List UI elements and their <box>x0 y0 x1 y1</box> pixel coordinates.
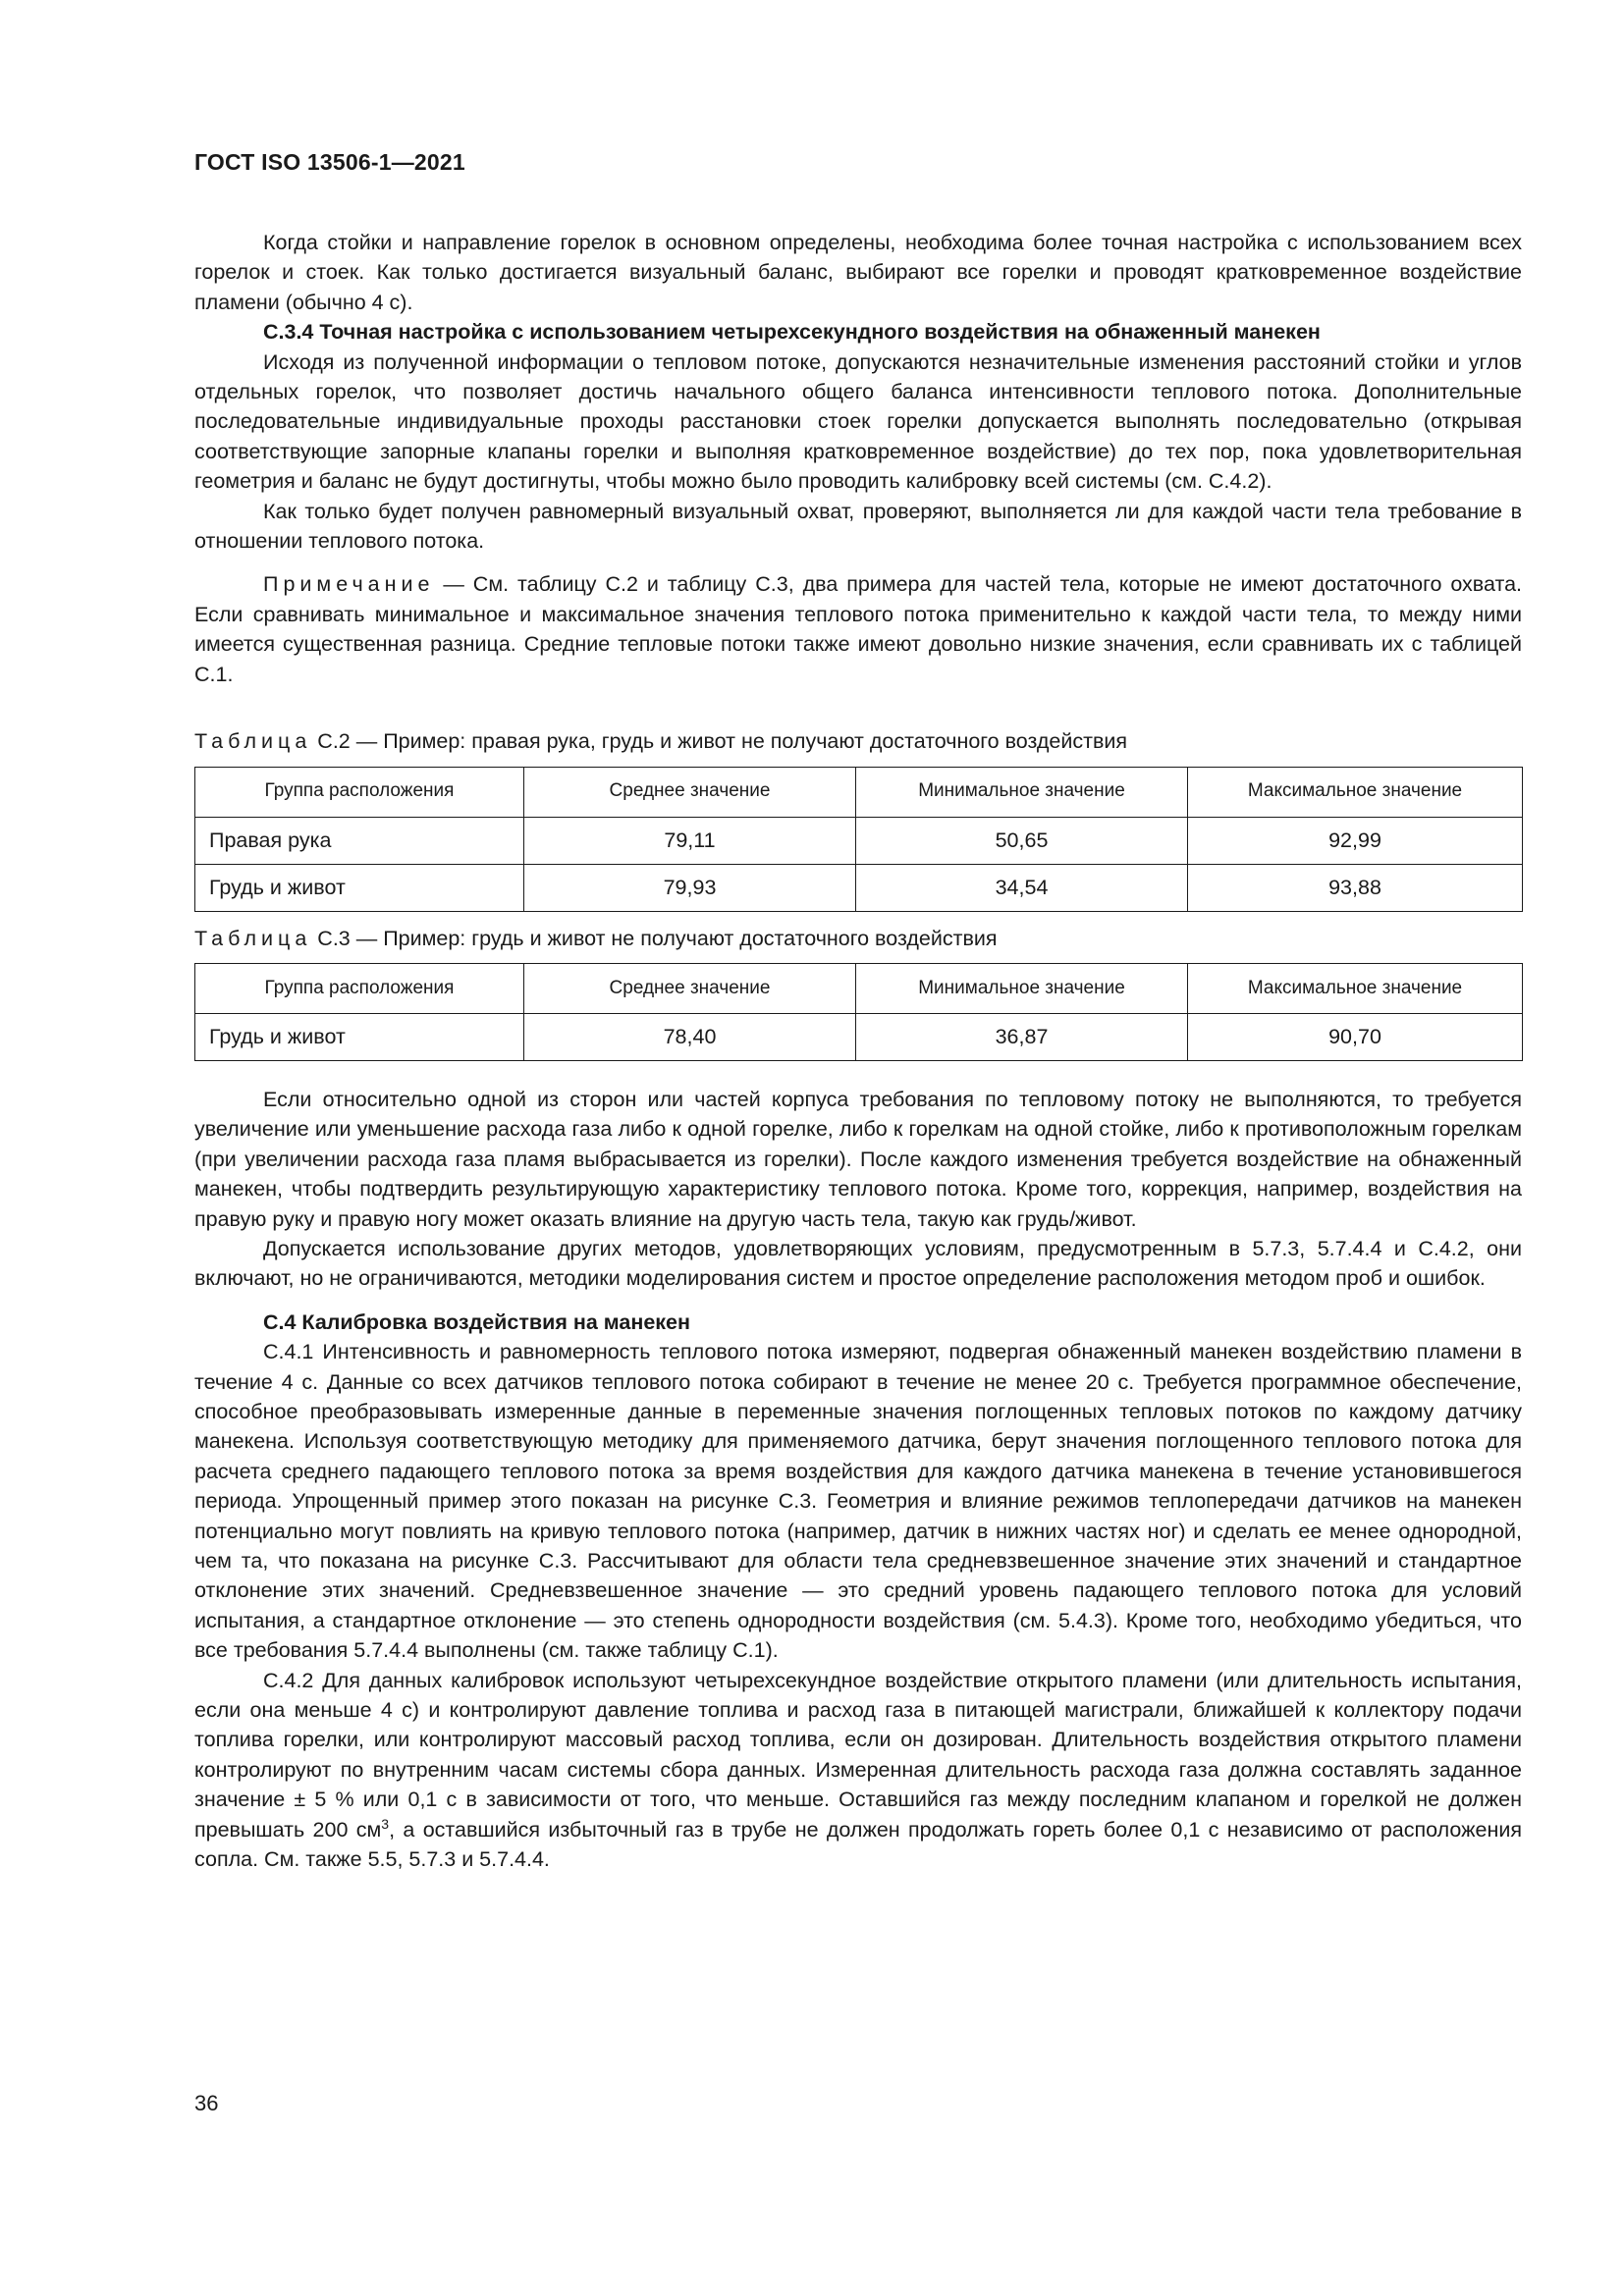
paragraph: Исходя из полученной информации о тепловом потоке, допускаются незначительные изменения расстояний стойки и углов отдельных горелок, что позволяет достичь начального общего баланса интенсивности теплового потока. Дополнительные последовательные индивидуальные проходы расстановки стоек горелки допускается выполнять последовательно (открывая соответствующие запорные клапаны горелки и выполняя кратковременное воздействие) до тех пор, пока удовлетворительная геометрия и баланс не будут достигнуты, чтобы можно было проводить калибровку всей системы (см. С.4.2). <box>194 349 1522 494</box>
table2-header-row <box>195 767 1523 817</box>
table3-header-row <box>195 963 1523 1013</box>
table-cell: 90,70 <box>1188 1013 1523 1060</box>
table-header-cell: Минимальное значение <box>856 963 1188 1013</box>
table2 <box>194 767 1523 912</box>
table-cell: 79,93 <box>524 864 856 911</box>
table-cell: 50,65 <box>856 817 1188 864</box>
table-header-cell: Группа расположения <box>195 767 524 817</box>
table-cell: 36,87 <box>856 1013 1188 1060</box>
section-heading-c4: С.4 Калибровка воздействия на манекен <box>263 1309 690 1334</box>
table2-caption <box>194 726 1522 756</box>
page-number: 36 <box>194 2091 219 2115</box>
paragraph: Когда стойки и направление горелок в основном определены, необходима более точная настройка с использованием всех горелок и стоек. Как только достигается визуальный баланс, выбирают все горелки и проводят кратковременное воздействие пламени (обычно 4 с). <box>194 231 1522 314</box>
note-text: — См. таблицу С.2 и таблицу С.3, два примера для частей тела, которые не имеют достаточного охвата. Если сравнивать минимальное и максимальное значения теплового потока применительно к каждой части тела, то между ними имеется существенная разница. Средние тепловые потоки также имеют довольно низкие значения, если сравнивать их с таблицей С.1. <box>194 572 1522 686</box>
superscript: 3 <box>381 1815 390 1832</box>
table-cell: 93,88 <box>1188 864 1523 911</box>
section-heading-c34: С.3.4 Точная настройка с использованием четырехсекундного воздействия на обнаженный манекен <box>263 320 1321 345</box>
table-header-cell: Группа расположения <box>195 963 524 1013</box>
table-cell: 34,54 <box>856 864 1188 911</box>
document-body <box>194 228 1522 1874</box>
table-cell: 78,40 <box>524 1013 856 1060</box>
table-row <box>195 1013 1523 1060</box>
paragraph: Допускается использование других методов, удовлетворяющих условиям, предусмотренным в 5.7.3, 5.7.4.4 и С.4.2, они включают, но не ограничиваются, методики моделирования систем и простое определение расположения методом проб и ошибок. <box>194 1236 1522 1291</box>
table-cell: 92,99 <box>1188 817 1523 864</box>
table-cell: 79,11 <box>524 817 856 864</box>
table3 <box>194 963 1523 1061</box>
table-cell: Грудь и живот <box>195 1013 524 1060</box>
table-header-cell: Минимальное значение <box>856 767 1188 817</box>
paragraph: Если относительно одной из сторон или частей корпуса требования по тепловому потоку не выполняются, то требуется увеличение или уменьшение расхода газа либо к одной горелке, либо к горелкам на одной стойке, либо к противоположным горелкам (при увеличении расхода газа пламя выбрасывается из горелки). После каждого изменения требуется воздействие на обнаженный манекен, чтобы подтвердить результирующую характеристику теплового потока. Кроме того, коррекция, например, воздействия на правую руку и правую ногу может оказать влияние на другую часть тела, такую как грудь/живот. <box>194 1087 1522 1231</box>
note-label: Примечание <box>263 572 435 597</box>
table-cell: Грудь и живот <box>195 864 524 911</box>
table2-caption-text: С.2 — Пример: правая рука, грудь и живот не получают достаточного воздействия <box>311 729 1128 754</box>
table-header-cell: Максимальное значение <box>1188 767 1523 817</box>
note-paragraph <box>194 569 1522 689</box>
paragraph-text: С.4.2 Для данных калибровок используют четырехсекундное воздействие открытого пламени (или длительность испытания, если она меньше 4 с) и контролируют давление топлива и расход газа в питающей магистрали, ближайшей к коллектору подачи топлива горелки, или контролируют массовый расход топлива, если он дозирован. Длительность воздействия открытого пламени контролируют по внутренним часам системы сбора данных. Измеренная длительность расхода газа должна составлять заданное значение ± 5 % или 0,1 с в зависимости от того, что меньше. Оставшийся газ между последним клапаном и горелкой не должен превышать 200 см <box>194 1668 1522 1842</box>
paragraph-text: , а оставшийся избыточный газ в трубе не должен продолжать гореть более 0,1 с независимо от расположения сопла. См. также 5.5, 5.7.3 и 5.7.4.4. <box>194 1817 1522 1872</box>
table-word: Таблица <box>194 926 312 950</box>
table3-caption <box>194 924 1522 953</box>
paragraph <box>194 1666 1522 1875</box>
table3-caption-text: С.3 — Пример: грудь и живот не получают достаточного воздействия <box>311 926 998 950</box>
paragraph: Как только будет получен равномерный визуальный охват, проверяют, выполняется ли для каждой части тела требование в отношении теплового потока. <box>194 499 1522 554</box>
table-cell: Правая рука <box>195 817 524 864</box>
table-header-cell: Максимальное значение <box>1188 963 1523 1013</box>
document-header: ГОСТ ISO 13506-1—2021 <box>194 149 465 175</box>
table-row <box>195 817 1523 864</box>
paragraph: С.4.1 Интенсивность и равномерность теплового потока измеряют, подвергая обнаженный манекен воздействию пламени в течение 4 с. Данные со всех датчиков теплового потока собирают в течение не менее 20 с. Требуется программное обеспечение, способное преобразовывать измеренные данные в переменные значения поглощенных тепловых потоков по каждому датчику манекена. Используя соответствующую методику для применяемого датчика, берут значения поглощенного теплового потока для расчета среднего падающего теплового потока за время воздействия для каждого датчика манекена в течение установившегося периода. Упрощенный пример этого показан на рисунке С.3. Геометрия и влияние режимов теплопередачи датчиков на манекен потенциально могут повлиять на кривую теплового потока (например, датчик в нижних частях ног) и сделать ее менее однородной, чем та, что показана на рисунке С.3. Рассчитывают для области тела средневзвешенное значение этих значений и стандартное отклонение этих значений. Средневзвешенное значение — это средний уровень падающего теплового потока для условий испытания, а стандартное отклонение — это степень однородности воздействия (см. 5.4.3). Кроме того, необходимо убедиться, что все требования 5.7.4.4 выполнены (см. также таблицу С.1). <box>194 1340 1522 1663</box>
table-row <box>195 864 1523 911</box>
table-header-cell: Среднее значение <box>524 767 856 817</box>
table-word: Таблица <box>194 729 312 754</box>
table-header-cell: Среднее значение <box>524 963 856 1013</box>
